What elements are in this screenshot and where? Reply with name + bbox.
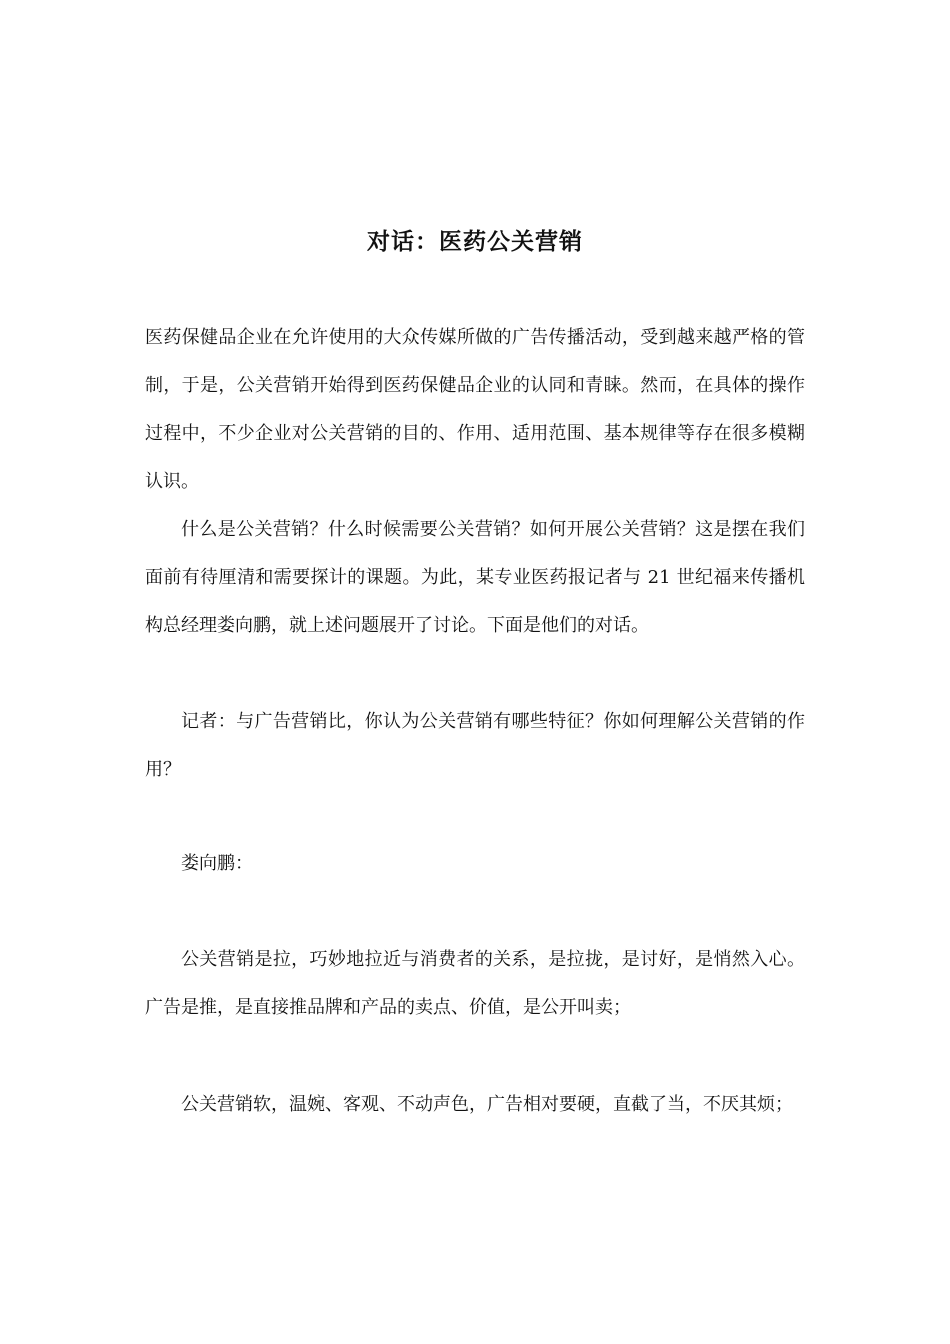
questions-paragraph: 什么是公关营销？什么时候需要公关营销？如何开展公关营销？这是摆在我们面前有待厘清和需要探计的课题。为此，某专业医药报记者与 21 世纪福来传播机构总经理娄向鹏，就上述问题展开了讨论。下面是他们的对话。: [145, 519, 805, 636]
document-title: 对话：医药公关营销: [367, 229, 583, 255]
answer-paragraph-1: 公关营销是拉，巧妙地拉近与消费者的关系，是拉拢，是讨好，是悄然入心。广告是推，是直接推品牌和产品的卖点、价值，是公开叫卖；: [145, 949, 805, 1018]
answer-paragraph-2: 公关营销软，温婉、客观、不动声色，广告相对要硬，直截了当，不厌其烦；: [181, 1094, 793, 1115]
speaker-label: 娄向鹏：: [181, 853, 253, 874]
reporter-question-paragraph: 记者：与广告营销比，你认为公关营销有哪些特征？你如何理解公关营销的作用？: [145, 711, 805, 780]
intro-paragraph: 医药保健品企业在允许使用的大众传媒所做的广告传播活动，受到越来越严格的管制，于是，公关营销开始得到医药保健品企业的认同和青睐。然而，在具体的操作过程中，不少企业对公关营销的目的、作用、适用范围、基本规律等存在很多模糊认识。: [145, 327, 805, 492]
